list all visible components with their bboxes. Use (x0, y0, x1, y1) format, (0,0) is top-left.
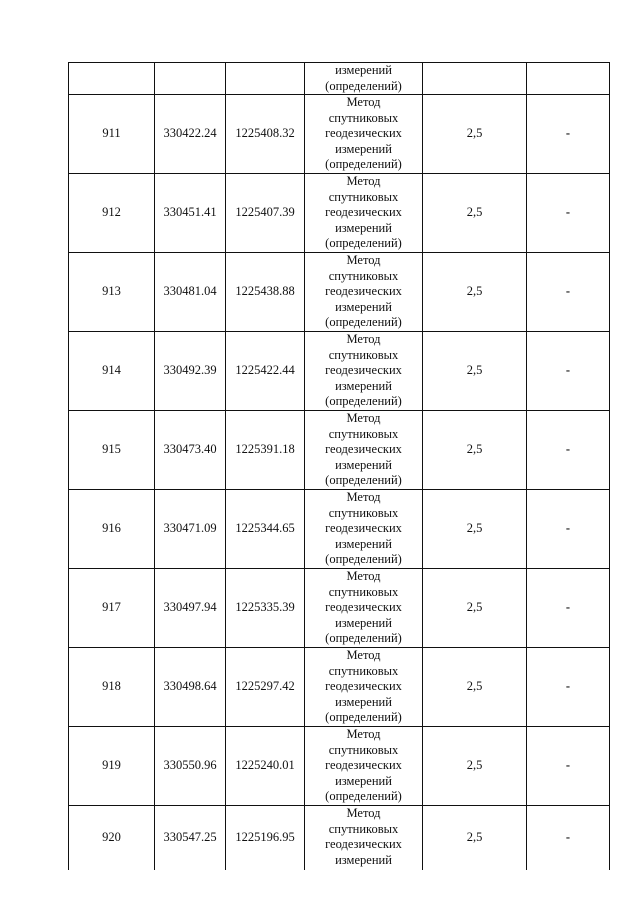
method-line: геодезических (325, 600, 402, 615)
accuracy-value: 2,5 (466, 679, 483, 694)
note-cell (527, 648, 610, 727)
method-line: геодезических (325, 837, 402, 851)
method-line: геодезических (325, 126, 402, 141)
table-row (69, 411, 610, 490)
note-dash: - (565, 521, 571, 536)
point-cell (69, 806, 155, 870)
x-cell (155, 332, 226, 411)
y-cell (226, 253, 305, 332)
note-dash: - (565, 284, 571, 299)
accuracy-cell (423, 806, 527, 870)
method-line: измерений (335, 457, 392, 472)
accuracy-value: 2,5 (466, 284, 483, 299)
note-dash: - (565, 600, 571, 615)
table-row (69, 332, 610, 411)
point-number: 917 (102, 600, 121, 615)
method-line: геодезических (325, 284, 402, 299)
point-number: 912 (102, 205, 121, 220)
method-line: (определений) (325, 394, 402, 409)
method-line: геодезических (325, 679, 402, 694)
y-coordinate: 1225297.42 (235, 679, 295, 694)
method-cell (305, 490, 423, 569)
table-body (69, 63, 610, 870)
y-cell (226, 648, 305, 727)
method-cell (305, 727, 423, 806)
method-cell (305, 411, 423, 490)
y-coordinate: 1225196.95 (235, 830, 295, 844)
y-coordinate: 1225335.39 (235, 600, 295, 615)
note-dash: - (565, 758, 571, 773)
y-cell (226, 490, 305, 569)
method-line: спутниковых (328, 426, 399, 441)
point-cell (69, 332, 155, 411)
point-cell (69, 411, 155, 490)
method-cell (305, 174, 423, 253)
y-cell (226, 569, 305, 648)
method-line: геодезических (325, 758, 402, 773)
method-line: геодезических (325, 442, 402, 457)
note-cell (527, 727, 610, 806)
method-cell (305, 806, 423, 870)
x-cell (155, 727, 226, 806)
method-line: (определений) (325, 552, 402, 567)
accuracy-cell (423, 490, 527, 569)
accuracy-value: 2,5 (466, 442, 483, 457)
method-line: измерений (335, 694, 392, 709)
note-cell (527, 411, 610, 490)
method-line: Метод (346, 569, 381, 584)
method-line: Метод (346, 174, 381, 189)
y-cell (226, 332, 305, 411)
note-dash: - (565, 363, 571, 378)
method-line: (определений) (325, 315, 402, 330)
method-line: (определений) (325, 710, 402, 725)
method-line: Метод (346, 490, 381, 505)
y-coordinate: 1225391.18 (235, 442, 295, 457)
table-row (69, 569, 610, 648)
y-cell (226, 63, 305, 95)
point-number: 916 (102, 521, 121, 536)
method-line: измерений (335, 773, 392, 788)
accuracy-cell (423, 727, 527, 806)
x-coordinate: 330422.24 (163, 126, 217, 141)
table-row (69, 174, 610, 253)
point-number: 918 (102, 679, 121, 694)
table-row (69, 490, 610, 569)
y-coordinate: 1225408.32 (235, 126, 295, 141)
x-cell (155, 253, 226, 332)
method-line: спутниковых (328, 110, 399, 125)
x-coordinate: 330481.04 (163, 284, 217, 299)
point-cell (69, 569, 155, 648)
table-row (69, 806, 610, 870)
method-line: спутниковых (328, 189, 399, 204)
note-dash: - (565, 679, 571, 694)
method-cell (305, 63, 423, 95)
method-line: (определений) (325, 157, 402, 172)
table-row (69, 253, 610, 332)
method-cell (305, 253, 423, 332)
method-line: измерений (335, 852, 392, 867)
method-line: измерений (335, 220, 392, 235)
point-number: 915 (102, 442, 121, 457)
note-cell (527, 569, 610, 648)
x-cell (155, 490, 226, 569)
x-cell (155, 95, 226, 174)
note-dash: - (565, 442, 571, 457)
point-cell (69, 63, 155, 95)
method-line: Метод (346, 332, 381, 347)
x-cell (155, 411, 226, 490)
x-cell (155, 63, 226, 95)
point-cell (69, 727, 155, 806)
note-cell (527, 332, 610, 411)
y-coordinate: 1225240.01 (235, 758, 295, 773)
point-number: 914 (102, 363, 121, 378)
point-cell (69, 490, 155, 569)
method-line: спутниковых (328, 268, 399, 283)
method-line: (определений) (325, 236, 402, 251)
accuracy-value: 2,5 (466, 205, 483, 220)
table-row-continuation (69, 63, 610, 95)
point-number: 913 (102, 284, 121, 299)
note-dash: - (565, 126, 571, 141)
accuracy-value: 2,5 (466, 758, 483, 773)
method-line: (определений) (325, 789, 402, 804)
method-cell (305, 95, 423, 174)
point-number: 911 (102, 126, 121, 141)
note-cell (527, 174, 610, 253)
y-cell (226, 411, 305, 490)
x-cell (155, 174, 226, 253)
point-cell (69, 648, 155, 727)
method-cell (305, 648, 423, 727)
x-coordinate: 330550.96 (163, 758, 217, 773)
note-cell (527, 490, 610, 569)
method-cell (305, 332, 423, 411)
accuracy-cell (423, 411, 527, 490)
accuracy-cell (423, 569, 527, 648)
method-line: измерений (335, 299, 392, 314)
y-coordinate: 1225344.65 (235, 521, 295, 536)
point-cell (69, 174, 155, 253)
accuracy-cell (423, 63, 527, 95)
note-cell (527, 806, 610, 870)
method-line: геодезических (325, 521, 402, 536)
y-coordinate: 1225407.39 (235, 205, 295, 220)
method-line: (определений) (325, 78, 402, 93)
accuracy-value: 2,5 (466, 600, 483, 615)
y-coordinate: 1225438.88 (235, 284, 295, 299)
method-line: Метод (346, 95, 381, 110)
method-line: геодезических (325, 363, 402, 378)
method-line: спутниковых (328, 584, 399, 599)
point-number: 920 (102, 830, 121, 844)
y-cell (226, 174, 305, 253)
method-line: спутниковых (328, 742, 399, 757)
method-line: измерений (335, 615, 392, 630)
point-cell (69, 253, 155, 332)
accuracy-value: 2,5 (466, 126, 483, 141)
x-coordinate: 330547.25 (163, 830, 217, 844)
method-line: спутниковых (328, 821, 399, 836)
method-line: измерений (335, 141, 392, 156)
x-coordinate: 330471.09 (163, 521, 217, 536)
y-cell (226, 806, 305, 870)
method-line: измерений (335, 536, 392, 551)
method-line: (определений) (325, 473, 402, 488)
y-cell (226, 95, 305, 174)
note-dash: - (565, 205, 571, 220)
point-cell (69, 95, 155, 174)
method-line: геодезических (325, 205, 402, 220)
accuracy-cell (423, 332, 527, 411)
accuracy-cell (423, 95, 527, 174)
accuracy-cell (423, 174, 527, 253)
x-cell (155, 648, 226, 727)
x-coordinate: 330473.40 (163, 442, 217, 457)
accuracy-value: 2,5 (466, 363, 483, 378)
method-line: (определений) (325, 631, 402, 646)
method-line: спутниковых (328, 663, 399, 678)
table-row (69, 727, 610, 806)
note-dash: - (565, 830, 571, 844)
method-line: измерений (335, 378, 392, 393)
y-cell (226, 727, 305, 806)
method-line: измерений (335, 63, 392, 77)
accuracy-value: 2,5 (466, 830, 483, 844)
x-cell (155, 569, 226, 648)
method-line: Метод (346, 648, 381, 663)
note-cell (527, 95, 610, 174)
method-line: спутниковых (328, 347, 399, 362)
x-coordinate: 330451.41 (163, 205, 217, 220)
coordinates-table (68, 62, 610, 870)
accuracy-cell (423, 648, 527, 727)
accuracy-value: 2,5 (466, 521, 483, 536)
method-cell (305, 569, 423, 648)
x-coordinate: 330497.94 (163, 600, 217, 615)
x-coordinate: 330492.39 (163, 363, 217, 378)
method-line: Метод (346, 806, 381, 820)
x-coordinate: 330498.64 (163, 679, 217, 694)
x-cell (155, 806, 226, 870)
method-line: спутниковых (328, 505, 399, 520)
method-line: Метод (346, 411, 381, 426)
y-coordinate: 1225422.44 (235, 363, 295, 378)
note-cell (527, 253, 610, 332)
method-line: Метод (346, 253, 381, 268)
table-row (69, 95, 610, 174)
note-cell (527, 63, 610, 95)
accuracy-cell (423, 253, 527, 332)
table-row (69, 648, 610, 727)
method-line: Метод (346, 727, 381, 742)
point-number: 919 (102, 758, 121, 773)
